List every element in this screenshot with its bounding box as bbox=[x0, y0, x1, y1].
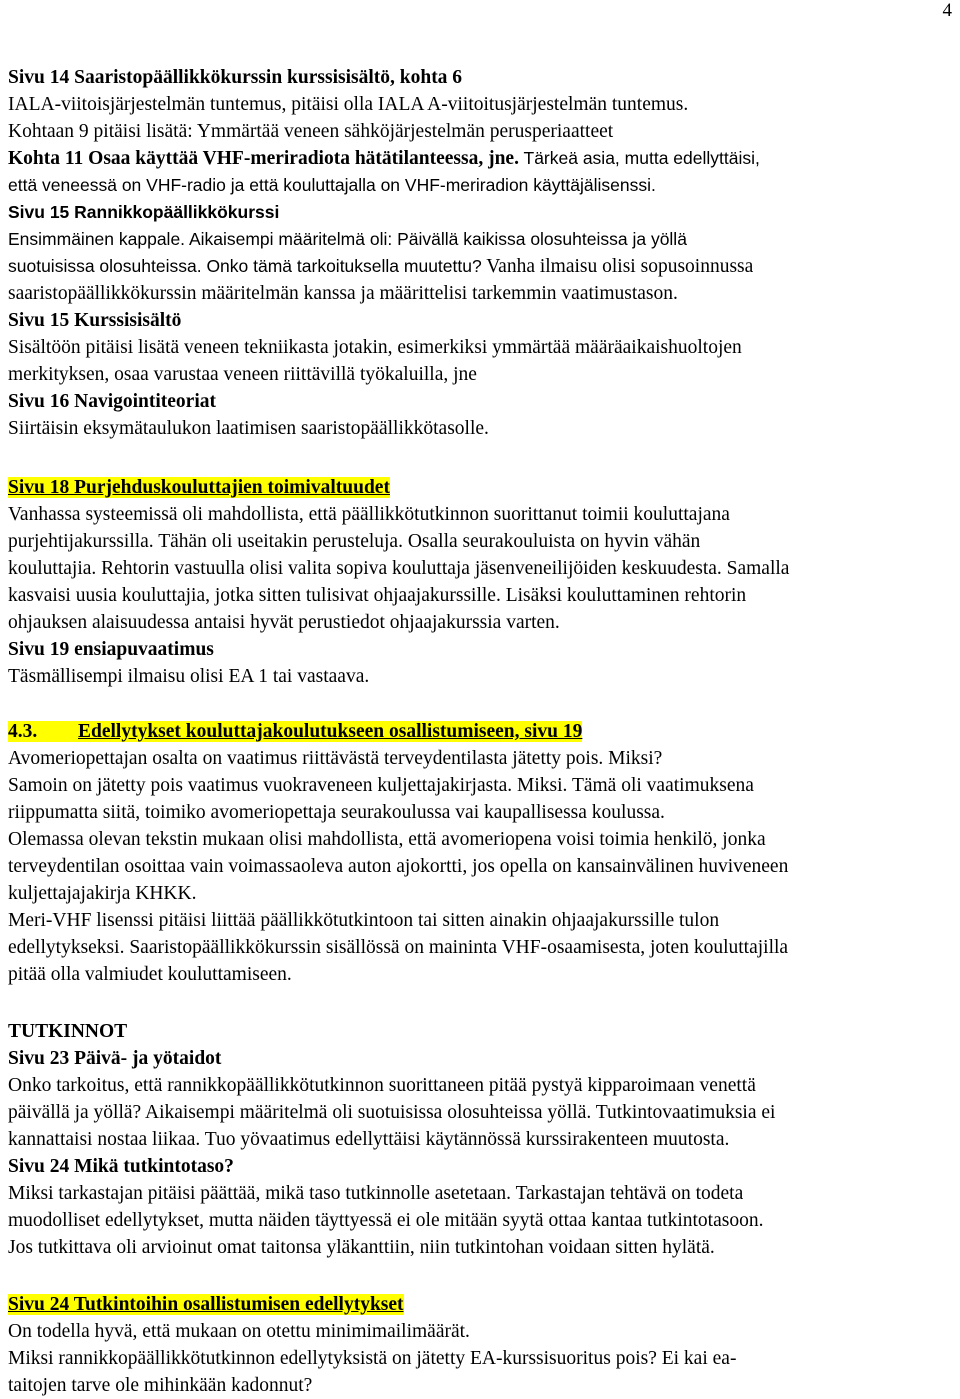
text-run: Vanha ilmaisu olisi sopusoinnussa bbox=[481, 256, 754, 277]
paragraph-line: Avomeriopettajan osalta on vaatimus riittävästä terveydentilasta jätetty pois. Miksi? bbox=[8, 748, 663, 769]
paragraph-line: Vanhassa systeemissä oli mahdollista, että päällikkötutkinnon suorittanut toimii kouluttajana bbox=[8, 504, 730, 525]
section-4-3 bbox=[8, 718, 788, 988]
paragraph-line: kannattaisi nostaa liikaa. Tuo yövaatimus edellyttäisi käytännössä kurssirakenteen muutosta. bbox=[8, 1129, 730, 1150]
text-run: Aikaisempi määritelmä oli: Päivällä kaikissa olosuhteissa ja yöllä bbox=[185, 229, 687, 249]
paragraph-line bbox=[8, 226, 760, 253]
heading-sivu-15-rannikko: Sivu 15 Rannikkopäällikkökurssi bbox=[8, 202, 280, 222]
kohta-11-comment: Tärkeä asia, mutta edellyttäisi, bbox=[518, 148, 760, 168]
paragraph-line: kasvaisi uusia kouluttajia, jotka sitten tulisivat ohjaajakurssille. Lisäksi kouluttaminen rehtorin bbox=[8, 585, 747, 606]
heading-sivu-24-edellytykset: Sivu 24 Tutkintoihin osallistumisen edellytykset bbox=[8, 1294, 404, 1315]
paragraph-line: Onko tarkoitus, että rannikkopäällikkötutkinnon suorittaneen pitää pystyä kipparoimaan venettä bbox=[8, 1075, 756, 1096]
paragraph-line: että veneessä on VHF-radio ja että kouluttajalla on VHF-meriradion käyttäjälisenssi. bbox=[8, 175, 656, 195]
heading-text: Edellytykset kouluttajakoulutukseen osallistumiseen, sivu 19 bbox=[78, 721, 583, 742]
heading-tutkinnot: TUTKINNOT bbox=[8, 1021, 128, 1042]
paragraph-line: Kohtaan 9 pitäisi lisätä: Ymmärtää veneen sähköjärjestelmän perusperiaatteet bbox=[8, 121, 614, 142]
paragraph-line: purjehtijakurssilla. Tähän oli useitakin perusteluja. Osalla seurakouluista on hyvin vähän bbox=[8, 531, 701, 552]
page-number: 4 bbox=[942, 0, 952, 21]
paragraph-line: Meri-VHF lisenssi pitäisi liittää päällikkötutkintoon tai sitten ainakin ohjaajakurssille tulon bbox=[8, 910, 720, 931]
heading-line bbox=[8, 1291, 736, 1318]
heading-4-3 bbox=[8, 721, 582, 742]
heading-sivu-18: Sivu 18 Purjehduskouluttajien toimivaltuudet bbox=[8, 477, 390, 498]
heading-line bbox=[8, 718, 788, 745]
section-sivu-14-15-16 bbox=[8, 64, 760, 442]
heading-line bbox=[8, 474, 789, 501]
paragraph-line: Sisältöön pitäisi lisätä veneen tekniikasta jotakin, esimerkiksi ymmärtää määräaikaishuoltojen bbox=[8, 337, 742, 358]
paragraph-line: terveydentilan osoittaa vain voimassaoleva auton ajokortti, jos opella on kansainvälinen huviveneen bbox=[8, 856, 789, 877]
paragraph-line: riippumatta siitä, toimiko avomeriopettaja seurakoulussa vai kaupallisessa koulussa. bbox=[8, 802, 665, 823]
paragraph-line: Miksi tarkastajan pitäisi päättää, mikä taso tutkinnolle asetetaan. Tarkastajan tehtävä on todeta bbox=[8, 1183, 744, 1204]
text-run: suotuisissa olosuhteissa. Onko tämä tarkoituksella muutettu? bbox=[8, 256, 482, 276]
paragraph-line: Siirtäisin eksymätaulukon laatimisen saaristopäällikkötasolle. bbox=[8, 418, 489, 439]
paragraph-line: merkityksen, osaa varustaa veneen riittävillä työkaluilla, jne bbox=[8, 364, 477, 385]
paragraph-line: Olemassa olevan tekstin mukaan olisi mahdollista, että avomeriopena voisi toimia henkilö, jonka bbox=[8, 829, 766, 850]
paragraph-line: päivällä ja yöllä? Aikaisempi määritelmä oli suotuisissa olosuhteissa yöllä. Tutkintovaatimuksia ei bbox=[8, 1102, 776, 1123]
paragraph-line: Jos tutkittava oli arvioinut omat taitonsa yläkanttiin, niin tutkintohan voidaan sitten hylätä. bbox=[8, 1237, 715, 1258]
paragraph-line: pitää olla valmiudet kouluttamiseen. bbox=[8, 964, 292, 985]
paragraph-line bbox=[8, 145, 760, 172]
section-sivu-24-edellytykset bbox=[8, 1291, 736, 1399]
heading-sivu-23: Sivu 23 Päivä- ja yötaidot bbox=[8, 1048, 222, 1069]
section-tutkinnot bbox=[8, 1018, 775, 1261]
paragraph-line: muodolliset edellytykset, mutta näiden täyttyessä ei ole mitään syytä ottaa kantaa tutkintotasoon. bbox=[8, 1210, 764, 1231]
paragraph-line bbox=[8, 253, 760, 280]
heading-number: 4.3. bbox=[8, 721, 38, 742]
heading-sivu-19: Sivu 19 ensiapuvaatimus bbox=[8, 639, 214, 660]
heading-sivu-14: Sivu 14 Saaristopäällikkökurssin kurssisisältö, kohta 6 bbox=[8, 67, 463, 88]
paragraph-line: kouluttajia. Rehtorin vastuulla olisi valita sopiva kouluttaja jäsenveneilijöiden keskuudesta. Samalla bbox=[8, 558, 790, 579]
paragraph-line: On todella hyvä, että mukaan on otettu minimimailimäärät. bbox=[8, 1321, 470, 1342]
paragraph-line: Täsmällisempi ilmaisu olisi EA 1 tai vastaava. bbox=[8, 666, 370, 687]
paragraph-line: IALA-viitoisjärjestelmän tuntemus, pitäisi olla IALA A-viitoitusjärjestelmän tuntemus. bbox=[8, 94, 689, 115]
paragraph-line: Samoin on jätetty pois vaatimus vuokraveneen kuljettajakirjasta. Miksi. Tämä oli vaatimuksena bbox=[8, 775, 754, 796]
heading-sivu-15-kurssisisalto: Sivu 15 Kurssisisältö bbox=[8, 310, 182, 331]
paragraph-line: Miksi rannikkopäällikkötutkinnon edellytyksistä on jätetty EA-kurssisuoritus pois? Ei kai ea- bbox=[8, 1348, 737, 1369]
kohta-11-label: Kohta 11 Osaa käyttää VHF-meriradiota hätätilanteessa, jne. bbox=[8, 148, 519, 169]
paragraph-line: edellytykseksi. Saaristopäällikkökurssin sisällössä on maininta VHF-osaamisesta, joten kouluttajilla bbox=[8, 937, 789, 958]
paragraph-line: ohjauksen alaisuudessa antaisi hyvät perustiedot ohjaajakurssia varten. bbox=[8, 612, 560, 633]
text-run: Ensimmäinen kappale. bbox=[8, 229, 186, 249]
paragraph-line: taitojen tarve ole mihinkään kadonnut? bbox=[8, 1375, 313, 1396]
section-sivu-18-19 bbox=[8, 474, 789, 690]
paragraph-line: saaristopäällikkökurssin määritelmän kanssa ja määrittelisi tarkemmin vaatimustason. bbox=[8, 283, 678, 304]
paragraph-line: kuljettajajakirja KHKK. bbox=[8, 883, 197, 904]
heading-sivu-24-tutkintotaso: Sivu 24 Mikä tutkintotaso? bbox=[8, 1156, 234, 1177]
heading-sivu-16: Sivu 16 Navigointiteoriat bbox=[8, 391, 216, 412]
